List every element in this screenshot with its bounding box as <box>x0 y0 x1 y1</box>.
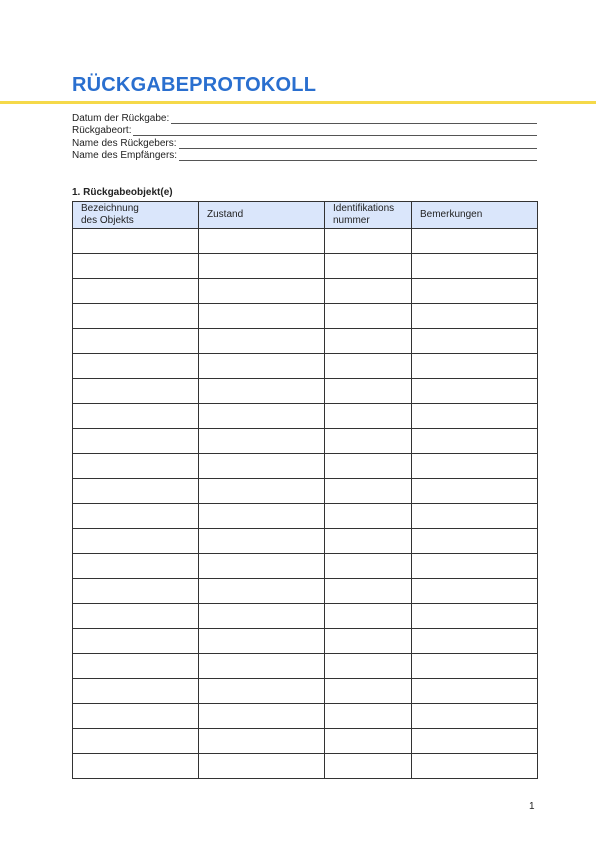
table-cell[interactable] <box>325 504 412 529</box>
table-cell[interactable] <box>73 329 199 354</box>
table-cell[interactable] <box>325 304 412 329</box>
table-cell[interactable] <box>412 529 538 554</box>
table-cell[interactable] <box>73 279 199 304</box>
table-cell[interactable] <box>73 629 199 654</box>
table-cell[interactable] <box>199 479 325 504</box>
table-row <box>73 579 538 604</box>
header-id-number: Identifikations nummer <box>325 202 412 229</box>
table-cell[interactable] <box>199 229 325 254</box>
table-cell[interactable] <box>325 729 412 754</box>
table-cell[interactable] <box>412 754 538 779</box>
table-cell[interactable] <box>73 554 199 579</box>
table-row <box>73 279 538 304</box>
table-cell[interactable] <box>325 554 412 579</box>
field-label: Name des Empfängers: <box>72 150 178 161</box>
table-cell[interactable] <box>73 729 199 754</box>
table-cell[interactable] <box>412 404 538 429</box>
table-cell[interactable] <box>412 329 538 354</box>
table-row <box>73 329 538 354</box>
form-fields <box>72 112 537 162</box>
table-row <box>73 354 538 379</box>
fill-line[interactable] <box>133 135 537 136</box>
table-cell[interactable] <box>325 604 412 629</box>
table-cell[interactable] <box>412 429 538 454</box>
table-cell[interactable] <box>412 454 538 479</box>
table-cell[interactable] <box>199 529 325 554</box>
title-underline <box>0 101 596 104</box>
table-cell[interactable] <box>325 404 412 429</box>
table-row <box>73 529 538 554</box>
table-row <box>73 379 538 404</box>
table-cell[interactable] <box>199 654 325 679</box>
table-cell[interactable] <box>73 229 199 254</box>
table-cell[interactable] <box>412 604 538 629</box>
table-row <box>73 654 538 679</box>
table-cell[interactable] <box>73 379 199 404</box>
table-cell[interactable] <box>412 254 538 279</box>
table-cell[interactable] <box>73 454 199 479</box>
table-cell[interactable] <box>73 754 199 779</box>
table-cell[interactable] <box>325 279 412 304</box>
table-cell[interactable] <box>199 304 325 329</box>
table-cell[interactable] <box>325 754 412 779</box>
table-cell[interactable] <box>412 229 538 254</box>
table-row <box>73 679 538 704</box>
table-cell[interactable] <box>199 504 325 529</box>
table-cell[interactable] <box>73 579 199 604</box>
table-cell[interactable] <box>73 604 199 629</box>
table-cell[interactable] <box>199 254 325 279</box>
section-title: 1. Rückgabeobjekt(e) <box>72 187 173 198</box>
table-cell[interactable] <box>412 654 538 679</box>
table-cell[interactable] <box>73 304 199 329</box>
table-cell[interactable] <box>325 629 412 654</box>
table-cell[interactable] <box>199 604 325 629</box>
table-row <box>73 404 538 429</box>
field-return-place[interactable] <box>72 125 537 138</box>
table-row <box>73 604 538 629</box>
table-cell[interactable] <box>73 679 199 704</box>
table-cell[interactable] <box>199 454 325 479</box>
table-cell[interactable] <box>73 429 199 454</box>
table-cell[interactable] <box>199 679 325 704</box>
table-cell[interactable] <box>325 654 412 679</box>
table-cell[interactable] <box>325 429 412 454</box>
table-cell[interactable] <box>325 579 412 604</box>
table-cell[interactable] <box>73 529 199 554</box>
table-cell[interactable] <box>325 379 412 404</box>
table-row <box>73 629 538 654</box>
table-row <box>73 754 538 779</box>
table-row <box>73 229 538 254</box>
table-cell[interactable] <box>412 679 538 704</box>
field-receiver-name[interactable] <box>72 150 537 163</box>
field-returner-name[interactable] <box>72 137 537 150</box>
table-cell[interactable] <box>73 704 199 729</box>
table-cell[interactable] <box>412 554 538 579</box>
table-cell[interactable] <box>199 629 325 654</box>
table-cell[interactable] <box>325 329 412 354</box>
table-cell[interactable] <box>412 704 538 729</box>
table-cell[interactable] <box>325 254 412 279</box>
table-cell[interactable] <box>412 379 538 404</box>
table-cell[interactable] <box>199 329 325 354</box>
table-cell[interactable] <box>325 679 412 704</box>
table-row <box>73 429 538 454</box>
table-cell[interactable] <box>325 229 412 254</box>
table-cell[interactable] <box>412 504 538 529</box>
fill-line[interactable] <box>179 148 538 149</box>
table-cell[interactable] <box>325 529 412 554</box>
field-label: Name des Rückgebers: <box>72 137 177 149</box>
table-cell[interactable] <box>73 654 199 679</box>
table-row <box>73 454 538 479</box>
return-objects-table <box>72 201 538 779</box>
table-cell[interactable] <box>73 479 199 504</box>
table-cell[interactable] <box>412 479 538 504</box>
table-cell[interactable] <box>199 354 325 379</box>
table-cell[interactable] <box>199 754 325 779</box>
table-cell[interactable] <box>325 479 412 504</box>
table-cell[interactable] <box>199 579 325 604</box>
page-number: 1 <box>529 801 535 812</box>
header-condition: Zustand <box>199 202 325 229</box>
table-cell[interactable] <box>199 704 325 729</box>
field-label: Rückgabeort: <box>72 125 132 136</box>
table-cell[interactable] <box>73 404 199 429</box>
table-row <box>73 729 538 754</box>
table-cell[interactable] <box>199 429 325 454</box>
fill-line[interactable] <box>179 160 537 161</box>
table-cell[interactable] <box>412 279 538 304</box>
table-row <box>73 479 538 504</box>
table-cell[interactable] <box>412 304 538 329</box>
header-designation: Bezeichnung des Objekts <box>73 202 199 229</box>
table-cell[interactable] <box>412 579 538 604</box>
table-row <box>73 504 538 529</box>
table-cell[interactable] <box>199 554 325 579</box>
table-cell[interactable] <box>199 279 325 304</box>
table-cell[interactable] <box>73 354 199 379</box>
table-cell[interactable] <box>325 704 412 729</box>
table-cell[interactable] <box>412 629 538 654</box>
field-label: Datum der Rückgabe: <box>72 112 170 124</box>
table-cell[interactable] <box>325 354 412 379</box>
table-cell[interactable] <box>199 729 325 754</box>
page-title: RÜCKGABEPROTOKOLL <box>72 74 317 96</box>
table-row <box>73 254 538 279</box>
field-return-date[interactable] <box>72 112 537 125</box>
table-cell[interactable] <box>199 379 325 404</box>
table-cell[interactable] <box>73 504 199 529</box>
table-row <box>73 554 538 579</box>
header-remarks: Bemerkungen <box>412 202 538 229</box>
table-row <box>73 304 538 329</box>
fill-line[interactable] <box>171 123 537 124</box>
table-cell[interactable] <box>199 404 325 429</box>
table-cell[interactable] <box>325 454 412 479</box>
table-cell[interactable] <box>412 354 538 379</box>
table-cell[interactable] <box>412 729 538 754</box>
table-row <box>73 704 538 729</box>
table-header-row <box>73 202 538 229</box>
table-cell[interactable] <box>73 254 199 279</box>
